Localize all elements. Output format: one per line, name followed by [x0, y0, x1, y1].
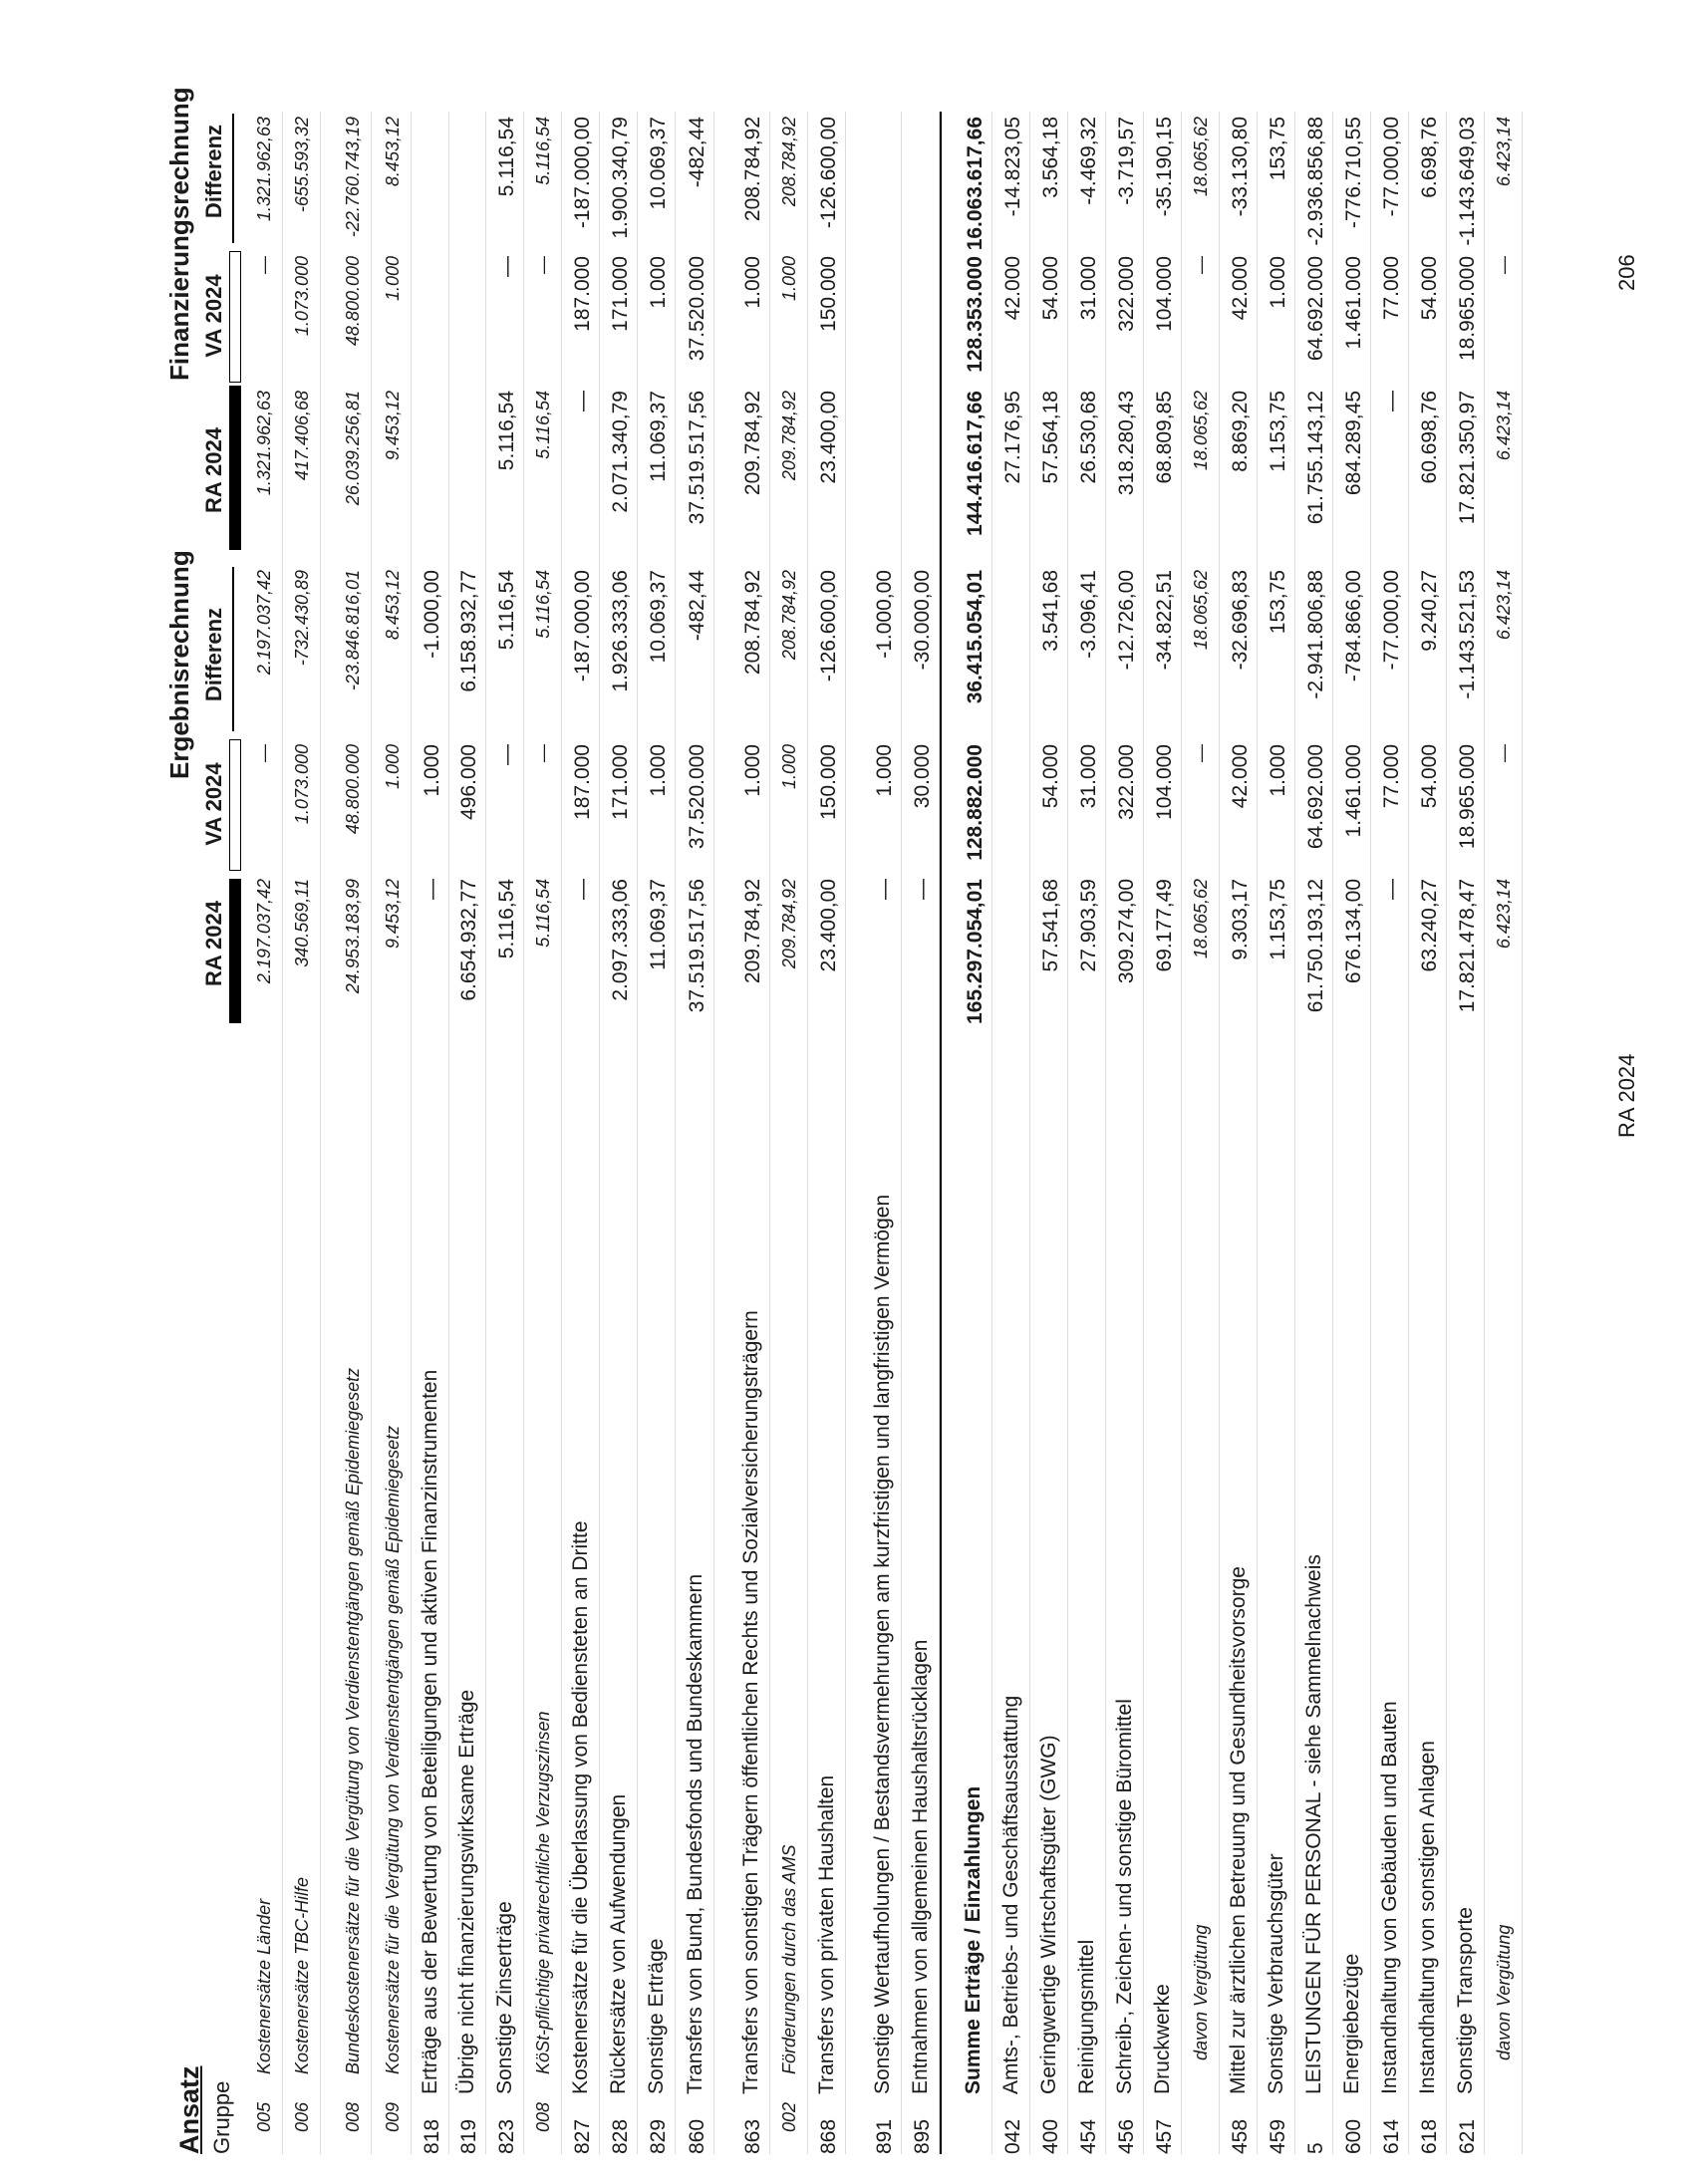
- cell-f-ra: 26.530,68: [1077, 391, 1100, 484]
- cell-f-diff: 208.784,92: [741, 117, 764, 222]
- cell-e-diff: -34.822,51: [1153, 570, 1176, 671]
- table-row: [846, 112, 902, 2154]
- ergebnis-ra-bar: [229, 879, 241, 1023]
- cell-e-diff: -12.726,00: [1115, 570, 1138, 671]
- cell-e-ra: 6.654.932,77: [457, 879, 480, 1001]
- cell-f-ra: 11.069,37: [647, 391, 670, 482]
- cell-e-diff: -1.000,00: [421, 570, 443, 659]
- table-row: [1144, 112, 1182, 2154]
- row-label: Sonstige Transporte: [1454, 1907, 1477, 2094]
- cell-e-va: 496.000: [457, 744, 480, 820]
- cell-e-ra: 5.116,54: [495, 879, 518, 959]
- cell-e-diff: -77.000,00: [1380, 570, 1403, 671]
- cell-e-diff: -784.866,00: [1342, 570, 1365, 682]
- finanz-diff-line: [232, 114, 234, 243]
- cell-e-ra: 209.784,92: [779, 879, 799, 969]
- cell-e-va: 42.000: [1229, 744, 1252, 809]
- cell-f-ra: 6.423,14: [1494, 391, 1514, 461]
- row-label: Kostenersätze TBC-Hilfe: [292, 1876, 312, 2074]
- row-code: 005: [254, 2101, 274, 2132]
- cell-e-va: 1.000: [383, 744, 403, 790]
- cell-f-va: 31.000: [1077, 256, 1100, 321]
- cell-f-ra: 57.564,18: [1039, 391, 1062, 484]
- cell-e-ra: 209.784,92: [741, 879, 764, 984]
- cell-f-diff: -4.469,32: [1077, 117, 1100, 205]
- ergebnisrechnung-heading: Ergebnisrechnung: [164, 550, 194, 779]
- row-code: 006: [292, 2101, 312, 2132]
- row-code: 5: [1304, 2142, 1327, 2154]
- ergebnis-diff-line: [232, 567, 234, 731]
- cell-f-va: 54.000: [1039, 256, 1062, 321]
- row-label: Sonstige Wertaufholungen / Bestandsvermehrungen am kurzfristigen und langfristigen Vermögen: [871, 1194, 894, 2094]
- cell-f-ra: 1.321.962,63: [254, 391, 274, 496]
- cell-e-diff: -126.600,00: [817, 570, 840, 682]
- cell-f-diff: 1.900.340,79: [609, 117, 632, 239]
- cell-e-ra: 9.453,12: [383, 879, 403, 950]
- cell-e-diff: 10.069,37: [647, 570, 670, 664]
- cell-e-va: 31.000: [1077, 744, 1100, 809]
- cell-f-diff: -35.190,15: [1153, 117, 1176, 217]
- cell-e-ra: 63.240,27: [1418, 879, 1441, 972]
- cell-e-ra: 37.519.517,56: [686, 879, 708, 1013]
- cell-f-va: 64.692.000: [1304, 256, 1327, 362]
- cell-f-va: 128.353.000: [964, 256, 987, 373]
- table-row: [562, 112, 600, 2154]
- row-code: 828: [609, 2118, 632, 2154]
- row-label: Sonstige Zinserträge: [493, 1901, 516, 2094]
- cell-f-diff: 6.698,76: [1418, 117, 1441, 198]
- cell-e-ra: 2.097.333,06: [609, 879, 632, 1001]
- table-row: [1220, 112, 1258, 2154]
- cell-e-ra: 5.116,54: [533, 879, 553, 948]
- cell-f-ra: 60.698,76: [1418, 391, 1441, 484]
- cell-f-va: 54.000: [1418, 256, 1441, 321]
- cell-f-va: 42.000: [1229, 256, 1252, 321]
- row-label: Kostenersätze für die Vergütung von Verdienstentgängen gemäß Epidemiegesetz: [383, 1425, 403, 2074]
- cell-e-va: —: [254, 744, 274, 762]
- row-code: 827: [571, 2118, 594, 2154]
- cell-e-va: 30.000: [911, 744, 934, 809]
- table-row: [321, 112, 372, 2154]
- cell-e-ra: 340.569,11: [292, 879, 312, 967]
- cell-e-ra: 61.750.193,12: [1304, 879, 1327, 1013]
- table-row: [638, 112, 676, 2154]
- row-label: Schreib-, Zeichen- und sonstige Büromittel: [1113, 1699, 1136, 2094]
- row-code: 400: [1039, 2118, 1062, 2154]
- cell-e-va: —: [1191, 744, 1211, 762]
- cell-e-va: 77.000: [1380, 744, 1403, 809]
- table-row: [1371, 112, 1409, 2154]
- row-code: 829: [647, 2118, 670, 2154]
- cell-e-va: 1.000: [647, 744, 670, 797]
- cell-f-diff: -187.000,00: [571, 117, 594, 229]
- row-label: Instandhaltung von Gebäuden und Bauten: [1378, 1701, 1401, 2094]
- row-code: 818: [421, 2118, 443, 2154]
- row-code: 008: [343, 2101, 363, 2132]
- row-code: 458: [1229, 2118, 1252, 2154]
- cell-e-diff: 3.541,68: [1039, 570, 1062, 652]
- cell-e-ra: 23.400,00: [817, 879, 840, 972]
- cell-e-ra: —: [421, 879, 443, 900]
- cell-e-va: 1.461.000: [1342, 744, 1365, 838]
- page-number: 206: [1614, 254, 1639, 291]
- cell-f-diff: -2.936.856,88: [1304, 117, 1327, 246]
- row-label: Amts-, Betriebs- und Geschäftsausstattung: [999, 1695, 1022, 2094]
- table-row: [1409, 112, 1447, 2154]
- cell-f-diff: 16.063.617,66: [964, 117, 987, 251]
- cell-f-ra: 2.071.340,79: [609, 391, 632, 513]
- cell-f-va: —: [254, 256, 274, 274]
- cell-e-va: 171.000: [609, 744, 632, 820]
- cell-f-ra: 684.289,45: [1342, 391, 1365, 496]
- cell-f-ra: 23.400,00: [817, 391, 840, 484]
- cell-e-diff: -23.846.816,01: [343, 570, 363, 691]
- row-label: Sonstige Verbrauchsgüter: [1265, 1853, 1287, 2094]
- cell-e-diff: 9.240,27: [1418, 570, 1441, 652]
- cell-f-ra: 318.280,43: [1115, 391, 1138, 496]
- row-label: Sonstige Erträge: [645, 1938, 668, 2094]
- cell-f-diff: -22.760.743,19: [343, 117, 363, 238]
- cell-e-ra: 24.953.183,99: [343, 879, 363, 994]
- table-row: [524, 112, 562, 2154]
- row-code: 600: [1342, 2118, 1365, 2154]
- cell-e-va: —: [1494, 744, 1514, 762]
- table-row: [1447, 112, 1485, 2154]
- row-label: Geringwertige Wirtschaftsgüter (GWG): [1037, 1735, 1060, 2094]
- row-code: 454: [1077, 2118, 1100, 2154]
- cell-e-diff: 6.423,14: [1494, 570, 1514, 641]
- cell-e-ra: 27.903,59: [1077, 879, 1100, 972]
- table-row: [486, 112, 524, 2154]
- cell-f-va: 18.965.000: [1456, 256, 1479, 362]
- table-row: [600, 112, 638, 2154]
- cell-f-diff: 3.564,18: [1039, 117, 1062, 198]
- ansatz-heading: Ansatz: [174, 2065, 204, 2154]
- cell-f-diff: -33.130,80: [1229, 117, 1252, 217]
- table-row: [1106, 112, 1144, 2154]
- table-row: [714, 112, 770, 2154]
- cell-e-va: 1.000: [873, 744, 896, 797]
- cell-f-va: 150.000: [817, 256, 840, 332]
- row-label: Bundeskostenersätze für die Vergütung von Verdienstentgängen gemäß Epidemiegesetz: [343, 1367, 363, 2074]
- cell-e-diff: 208.784,92: [741, 570, 764, 676]
- cell-e-diff: -30.000,00: [911, 570, 934, 671]
- cell-e-diff: -3.096,41: [1077, 570, 1100, 659]
- cell-e-diff: -1.000,00: [873, 570, 896, 659]
- cell-f-diff: -482,44: [686, 117, 708, 188]
- cell-e-diff: -732.430,89: [292, 570, 312, 667]
- cell-f-ra: 5.116,54: [495, 391, 518, 471]
- ergebnis-col-diff: Differenz: [201, 607, 226, 702]
- row-code: 614: [1380, 2118, 1403, 2154]
- row-code: 895: [911, 2118, 934, 2154]
- cell-e-va: 322.000: [1115, 744, 1138, 820]
- row-label: Energiebezüge: [1340, 1953, 1363, 2094]
- cell-f-va: —: [1494, 256, 1514, 274]
- row-label: Kostenersätze für die Überlassung von Bediensteten an Dritte: [569, 1520, 592, 2094]
- cell-e-diff: -32.696,83: [1229, 570, 1252, 671]
- cell-e-va: 1.000: [741, 744, 764, 797]
- cell-f-va: 1.461.000: [1342, 256, 1365, 350]
- row-label: LEISTUNGEN FÜR PERSONAL - siehe Sammelnachweis: [1302, 1554, 1325, 2094]
- cell-e-ra: —: [571, 879, 594, 900]
- cell-e-diff: -482,44: [686, 570, 708, 642]
- row-code: 456: [1115, 2118, 1138, 2154]
- cell-e-va: 150.000: [817, 744, 840, 820]
- cell-f-ra: 144.416.617,66: [964, 391, 987, 536]
- cell-f-va: 1.000: [383, 256, 403, 302]
- row-code: 823: [495, 2118, 518, 2154]
- footer-doc-label: RA 2024: [1614, 1053, 1639, 1138]
- cell-e-diff: 6.158.932,77: [457, 570, 480, 692]
- cell-e-va: 1.073.000: [292, 744, 312, 825]
- cell-f-diff: 153,75: [1267, 117, 1289, 181]
- row-label: Transfers von Bund, Bundesfonds und Bundeskammern: [684, 1573, 706, 2094]
- table-row: [1485, 112, 1523, 2154]
- cell-f-va: 1.000: [779, 256, 799, 302]
- row-label: Druckwerke: [1151, 1984, 1174, 2094]
- cell-e-ra: —: [873, 879, 896, 900]
- cell-e-va: —: [495, 744, 518, 765]
- finanz-col-ra: RA 2024: [201, 427, 226, 514]
- row-label: Instandhaltung von sonstigen Anlagen: [1416, 1741, 1439, 2094]
- table-row: [449, 112, 486, 2154]
- cell-f-ra: 9.453,12: [383, 391, 403, 461]
- table-row: [808, 112, 846, 2154]
- cell-f-va: 42.000: [1001, 256, 1024, 321]
- table-row: [283, 112, 321, 2154]
- cell-e-va: 54.000: [1418, 744, 1441, 809]
- row-code: 457: [1153, 2118, 1176, 2154]
- table-body: [245, 112, 1523, 2154]
- row-label: Erträge aus der Bewertung von Beteiligungen und aktiven Finanzinstrumenten: [419, 1369, 441, 2094]
- cell-f-va: 171.000: [609, 256, 632, 332]
- cell-f-diff: 5.116,54: [533, 117, 553, 185]
- cell-f-diff: -3.719,57: [1115, 117, 1138, 205]
- cell-f-va: 187.000: [571, 256, 594, 332]
- cell-e-va: 128.882.000: [964, 744, 987, 861]
- cell-e-va: 48.800.000: [343, 744, 363, 835]
- cell-f-ra: 18.065,62: [1191, 391, 1211, 471]
- cell-e-ra: —: [911, 879, 934, 900]
- cell-f-va: 1.000: [741, 256, 764, 309]
- ergebnis-col-va: VA 2024: [201, 762, 226, 846]
- cell-e-ra: 1.153,75: [1267, 879, 1289, 960]
- row-code: 868: [817, 2118, 840, 2154]
- table-row: [1182, 112, 1220, 2154]
- table-row: [412, 112, 449, 2154]
- cell-e-diff: -187.000,00: [571, 570, 594, 682]
- cell-e-va: —: [533, 744, 553, 762]
- finanz-va-bar: [229, 251, 241, 383]
- cell-f-diff: 208.784,92: [779, 117, 799, 207]
- row-code: 618: [1418, 2118, 1441, 2154]
- cell-f-ra: 209.784,92: [741, 391, 764, 496]
- cell-e-ra: 9.303,17: [1229, 879, 1252, 960]
- cell-e-ra: 165.297.054,01: [964, 879, 987, 1024]
- finanzierungsrechnung-heading: Finanzierungsrechnung: [164, 87, 194, 381]
- cell-f-ra: 61.755.143,12: [1304, 391, 1327, 525]
- cell-f-diff: -1.143.649,03: [1456, 117, 1479, 246]
- table-row: [676, 112, 714, 2154]
- cell-f-diff: -77.000,00: [1380, 117, 1403, 217]
- cell-f-diff: -655.593,32: [292, 117, 312, 213]
- cell-e-ra: 17.821.478,47: [1456, 879, 1479, 1013]
- cell-f-va: —: [495, 256, 518, 277]
- ergebnis-va-bar: [229, 739, 241, 871]
- table-row: [1030, 112, 1068, 2154]
- cell-f-ra: 17.821.350,97: [1456, 391, 1479, 525]
- cell-f-ra: 68.809,85: [1153, 391, 1176, 484]
- table-row: [940, 112, 992, 2154]
- table-row: [1258, 112, 1295, 2154]
- row-code: 002: [779, 2101, 799, 2132]
- cell-f-ra: —: [571, 391, 594, 411]
- cell-e-diff: 8.453,12: [383, 570, 403, 641]
- row-code: 008: [533, 2101, 553, 2132]
- cell-f-diff: 6.423,14: [1494, 117, 1514, 187]
- cell-e-ra: 18.065,62: [1191, 879, 1211, 959]
- cell-e-diff: 153,75: [1267, 570, 1289, 635]
- cell-f-va: 77.000: [1380, 256, 1403, 321]
- table-row: [902, 112, 940, 2154]
- cell-f-va: 104.000: [1153, 256, 1176, 332]
- row-label: Übrige nicht finanzierungswirksame Erträge: [455, 1689, 478, 2094]
- cell-e-va: 1.000: [779, 744, 799, 790]
- cell-e-diff: 5.116,54: [533, 570, 553, 639]
- cell-f-ra: 1.153,75: [1267, 391, 1289, 472]
- cell-f-va: —: [1191, 256, 1211, 274]
- cell-f-ra: —: [1380, 391, 1403, 411]
- cell-f-va: 1.000: [1267, 256, 1289, 309]
- row-label: KöSt-pflichtige privatrechtliche Verzugszinsen: [533, 1711, 553, 2074]
- cell-f-va: —: [533, 256, 553, 274]
- finanz-col-diff: Differenz: [201, 124, 226, 219]
- cell-e-ra: 2.197.037,42: [254, 879, 274, 984]
- table-row: [992, 112, 1030, 2154]
- table-row: [1295, 112, 1333, 2154]
- row-label: Summe Erträge / Einzahlungen: [962, 1785, 985, 2094]
- cell-e-ra: —: [1380, 879, 1403, 900]
- cell-f-ra: 27.176,95: [1001, 391, 1024, 484]
- row-label: Rückersätze von Aufwendungen: [607, 1793, 630, 2094]
- cell-f-diff: 10.069,37: [647, 117, 670, 210]
- cell-e-va: 104.000: [1153, 744, 1176, 820]
- cell-f-diff: -126.600,00: [817, 117, 840, 229]
- finanz-ra-bar: [229, 386, 241, 550]
- cell-f-va: 322.000: [1115, 256, 1138, 332]
- row-label: Transfers von privaten Haushalten: [815, 1774, 838, 2094]
- cell-e-diff: 36.415.054,01: [964, 570, 987, 704]
- gruppe-heading: Gruppe: [209, 2080, 234, 2154]
- cell-f-ra: 26.039.256,81: [343, 391, 363, 506]
- cell-e-diff: -1.143.521,53: [1456, 570, 1479, 699]
- table-row: [1068, 112, 1106, 2154]
- cell-e-va: 1.000: [1267, 744, 1289, 797]
- row-code: 860: [686, 2118, 708, 2154]
- cell-f-diff: -14.823,05: [1001, 117, 1024, 217]
- cell-e-ra: 57.541,68: [1039, 879, 1062, 972]
- cell-e-va: 18.965.000: [1456, 744, 1479, 850]
- row-code: 042: [1001, 2118, 1024, 2154]
- row-code: 621: [1456, 2118, 1479, 2154]
- cell-e-ra: 309.274,00: [1115, 879, 1138, 984]
- cell-f-diff: 1.321.962,63: [254, 117, 274, 222]
- cell-e-diff: 5.116,54: [495, 570, 518, 651]
- cell-e-diff: 2.197.037,42: [254, 570, 274, 676]
- cell-e-diff: 1.926.333,06: [609, 570, 632, 692]
- cell-f-ra: 37.519.517,56: [686, 391, 708, 525]
- cell-e-ra: 69.177,49: [1153, 879, 1176, 972]
- row-label: Förderungen durch das AMS: [779, 1844, 799, 2074]
- cell-e-ra: 11.069,37: [647, 879, 670, 970]
- row-label: Kostenersätze Länder: [254, 1898, 274, 2074]
- table-row: [372, 112, 412, 2154]
- cell-f-va: 48.800.000: [343, 256, 363, 347]
- finanz-col-va: VA 2024: [201, 274, 226, 358]
- row-code: 863: [741, 2118, 764, 2154]
- cell-e-ra: 676.134,00: [1342, 879, 1365, 984]
- cell-e-va: 37.520.000: [686, 744, 708, 850]
- cell-f-ra: 8.869,20: [1229, 391, 1252, 472]
- cell-f-va: 37.520.000: [686, 256, 708, 362]
- row-code: 891: [873, 2118, 896, 2154]
- row-code: 009: [383, 2101, 403, 2132]
- cell-f-diff: -776.710,55: [1342, 117, 1365, 229]
- cell-f-ra: 5.116,54: [533, 391, 553, 459]
- row-code: 459: [1267, 2118, 1289, 2154]
- table-row: [245, 112, 283, 2154]
- cell-e-diff: -2.941.806,88: [1304, 570, 1327, 699]
- cell-e-diff: 18.065,62: [1191, 570, 1211, 651]
- cell-e-va: 54.000: [1039, 744, 1062, 809]
- cell-f-va: 1.073.000: [292, 256, 312, 337]
- table-row: [1333, 112, 1371, 2154]
- row-label: davon Vergütung: [1191, 1924, 1211, 2060]
- cell-e-va: 64.692.000: [1304, 744, 1327, 850]
- row-code: 819: [457, 2118, 480, 2154]
- cell-e-diff: 208.784,92: [779, 570, 799, 661]
- ergebnis-col-ra: RA 2024: [201, 901, 226, 987]
- cell-f-diff: 8.453,12: [383, 117, 403, 187]
- row-label: Mittel zur ärztlichen Betreuung und Gesundheitsvorsorge: [1227, 1566, 1250, 2094]
- cell-f-diff: 5.116,54: [495, 117, 518, 197]
- cell-f-diff: 18.065,62: [1191, 117, 1211, 197]
- cell-f-ra: 417.406,68: [292, 391, 312, 481]
- row-label: Entnahmen von allgemeinen Haushaltsrücklagen: [909, 1639, 932, 2094]
- cell-f-va: 1.000: [647, 256, 670, 309]
- row-label: davon Vergütung: [1494, 1924, 1514, 2060]
- row-label: Transfers von sonstigen Trägern öffentlichen Rechts und Sozialversicherungsträgern: [739, 1310, 762, 2094]
- cell-e-va: 187.000: [571, 744, 594, 820]
- table-row: [770, 112, 808, 2154]
- cell-e-ra: 6.423,14: [1494, 879, 1514, 950]
- row-label: Reinigungsmittel: [1075, 1939, 1098, 2094]
- cell-e-va: 1.000: [421, 744, 443, 797]
- cell-f-ra: 209.784,92: [779, 391, 799, 481]
